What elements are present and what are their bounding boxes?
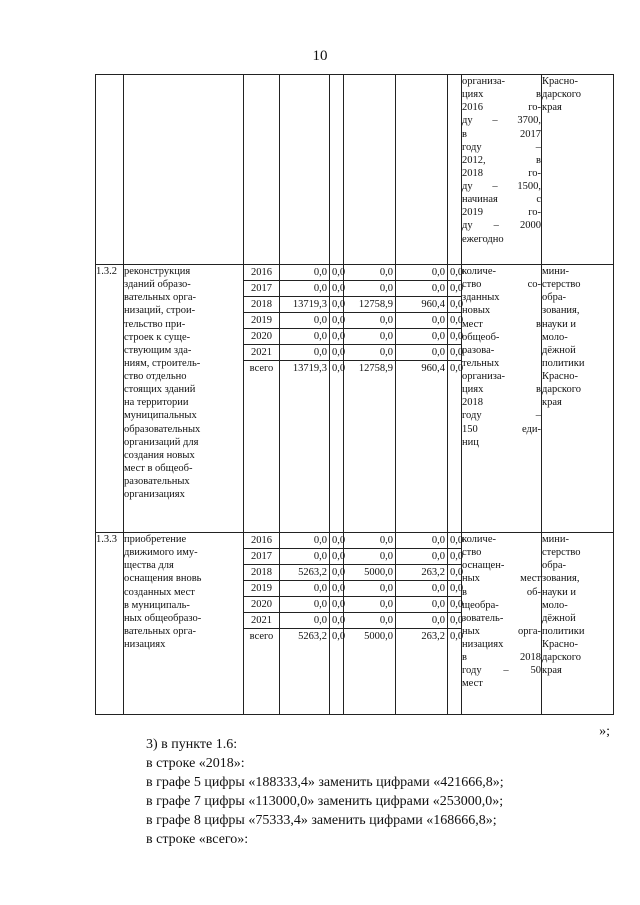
executor-line: стерство bbox=[542, 547, 581, 559]
result-cell bbox=[462, 265, 542, 533]
measure-name-line: созданных мест bbox=[124, 586, 195, 598]
result-line: ниц bbox=[462, 436, 479, 448]
federal-cell: 0,0 bbox=[330, 281, 343, 297]
measure-name-line: строек к суще- bbox=[124, 331, 191, 343]
total-cell: 13719,3 bbox=[280, 297, 329, 313]
result-line: в 2017 bbox=[462, 128, 541, 140]
measure-name-line: движимого иму- bbox=[124, 547, 198, 559]
executor-line: дарского bbox=[542, 652, 582, 664]
page-number: 10 bbox=[312, 48, 328, 64]
total-cell: 0,0 bbox=[280, 281, 329, 297]
regional-cell: 12758,9 bbox=[344, 297, 395, 313]
measure-name-line: организациях bbox=[124, 489, 185, 501]
table-row-continued bbox=[96, 75, 614, 265]
year-cell: 2018 bbox=[244, 565, 279, 581]
other-cell: 0,0 bbox=[448, 281, 461, 297]
total-cell-column bbox=[280, 533, 330, 715]
result-line: ду – 3700, bbox=[462, 115, 541, 127]
executor-line: моло- bbox=[542, 331, 568, 343]
result-line: организа- bbox=[462, 76, 506, 87]
measure-name-line: ных общеобразо- bbox=[124, 612, 202, 624]
result-line: зданных bbox=[462, 292, 500, 304]
year-cell: 2020 bbox=[244, 329, 279, 345]
local-cell: 0,0 bbox=[396, 581, 447, 597]
result-line: организа- bbox=[462, 371, 506, 382]
executor-line: Красно- bbox=[542, 76, 578, 87]
total-cell: 5263,2 bbox=[280, 565, 329, 581]
result-line: 2016 го- bbox=[462, 102, 541, 114]
measure-name-line: вательных орга- bbox=[124, 625, 196, 637]
executor-line: обра- bbox=[542, 560, 566, 572]
measure-name-line: зданий образо- bbox=[124, 279, 191, 291]
local-cell: 0,0 bbox=[396, 597, 447, 613]
year-cell: всего bbox=[249, 631, 274, 642]
executor-line: обра- bbox=[542, 292, 566, 304]
executor-line: дёжной bbox=[542, 344, 576, 356]
regional-cell: 0,0 bbox=[344, 329, 395, 345]
total-cell: 13719,3 bbox=[292, 363, 327, 374]
local-cell: 0,0 bbox=[396, 345, 447, 361]
result-line: мест bbox=[462, 678, 483, 690]
measure-name-line: реконструкция bbox=[124, 266, 191, 277]
result-line: ство со- bbox=[462, 279, 541, 291]
total-cell: 0,0 bbox=[280, 329, 329, 345]
other-cell: 0,0 bbox=[448, 313, 461, 329]
measure-name-line: щества для bbox=[124, 560, 174, 572]
measure-name-line: создания новых bbox=[124, 449, 195, 461]
closing-quote: »; bbox=[599, 724, 610, 739]
program-table bbox=[95, 74, 614, 715]
result-line: оснащен- bbox=[462, 560, 505, 572]
other-cell: 0,0 bbox=[448, 613, 461, 629]
amendment-line: в строке «2018»: bbox=[146, 756, 245, 771]
result-line: циях в bbox=[462, 384, 541, 396]
executor-cell bbox=[542, 533, 614, 715]
measure-name-line: оснащения вновь bbox=[124, 573, 202, 585]
federal-cell: 0,0 bbox=[330, 597, 343, 613]
result-line: в 2018 bbox=[462, 652, 541, 664]
result-cell bbox=[462, 533, 542, 715]
regional-cell: 0,0 bbox=[344, 581, 395, 597]
executor-line: зования, bbox=[542, 573, 580, 585]
executor-line: мини- bbox=[542, 534, 569, 545]
executor-line: моло- bbox=[542, 599, 568, 611]
local-cell: 263,2 bbox=[396, 565, 447, 581]
result-line: году – bbox=[462, 141, 541, 153]
measure-name bbox=[124, 533, 244, 715]
row-number: 1.3.2 bbox=[96, 265, 124, 533]
total-cell: 0,0 bbox=[280, 581, 329, 597]
regional-cell: 0,0 bbox=[344, 281, 395, 297]
year-cell: 2017 bbox=[244, 281, 279, 297]
regional-cell-column bbox=[344, 265, 396, 533]
federal-cell: 0,0 bbox=[330, 265, 343, 281]
year-cell: 2017 bbox=[244, 549, 279, 565]
total-cell: 0,0 bbox=[280, 533, 329, 549]
local-cell: 960,4 bbox=[396, 297, 447, 313]
result-line: циях в bbox=[462, 89, 541, 101]
other-cell: 0,0 bbox=[448, 565, 461, 581]
year-cell: 2021 bbox=[244, 613, 279, 629]
result-line: разова- bbox=[462, 344, 495, 356]
measure-name-line: ствующим зда- bbox=[124, 344, 192, 356]
local-cell: 960,4 bbox=[421, 363, 445, 374]
regional-cell: 12758,9 bbox=[358, 363, 393, 374]
year-cell: 2016 bbox=[244, 533, 279, 549]
measure-name-line: образовательных bbox=[124, 423, 201, 435]
local-cell: 0,0 bbox=[396, 549, 447, 565]
amendment-line: в графе 5 цифры «188333,4» заменить цифрами «421666,8»; bbox=[146, 775, 504, 790]
other-cell-column bbox=[448, 533, 462, 715]
executor-line: края bbox=[542, 397, 562, 409]
measure-name-line: низаций, строи- bbox=[124, 305, 196, 317]
amendments-text bbox=[146, 735, 616, 849]
federal-cell: 0,0 bbox=[330, 533, 343, 549]
measure-name-line: низациях bbox=[124, 639, 166, 650]
total-cell-column bbox=[280, 265, 330, 533]
federal-cell: 0,0 bbox=[330, 329, 343, 345]
amendment-line: в графе 7 цифры «113000,0» заменить цифрами «253000,0»; bbox=[146, 794, 504, 809]
regional-cell: 0,0 bbox=[344, 313, 395, 329]
executor-line: дёжной bbox=[542, 612, 576, 624]
amendment-line: в графе 8 цифры «75333,4» заменить цифрами «168666,8»; bbox=[146, 813, 497, 828]
amendment-line: 3) в пункте 1.6: bbox=[146, 737, 238, 752]
executor-line: стерство bbox=[542, 279, 581, 291]
total-cell: 0,0 bbox=[280, 345, 329, 361]
result-line: ство bbox=[462, 547, 482, 559]
executor-line: дарского bbox=[542, 384, 582, 396]
result-line: общеоб- bbox=[462, 331, 500, 343]
row-number: 1.3.3 bbox=[96, 533, 124, 715]
executor-line: Красно- bbox=[542, 371, 578, 382]
executor-line: края bbox=[542, 665, 562, 677]
result-line: ду – 2000 bbox=[462, 220, 541, 232]
result-line: 2012, в bbox=[462, 154, 541, 166]
total-cell: 5263,2 bbox=[298, 631, 327, 642]
regional-cell-column bbox=[344, 533, 396, 715]
year-cell: 2018 bbox=[244, 297, 279, 313]
measure-name-line: на территории bbox=[124, 397, 189, 409]
result-line: новых bbox=[462, 305, 491, 317]
executor-line: дарского bbox=[542, 89, 582, 101]
regional-cell: 0,0 bbox=[344, 597, 395, 613]
executor-line: края bbox=[542, 102, 562, 114]
measure-name-line: тельство при- bbox=[124, 318, 186, 330]
local-cell: 0,0 bbox=[396, 265, 447, 281]
executor-cell bbox=[542, 265, 614, 533]
result-line: ных орга- bbox=[462, 625, 541, 637]
federal-cell: 0,0 bbox=[330, 581, 343, 597]
federal-cell: 0,0 bbox=[330, 613, 343, 629]
total-cell: 0,0 bbox=[280, 265, 329, 281]
federal-cell: 0,0 bbox=[330, 297, 343, 313]
result-line: мест в bbox=[462, 318, 541, 330]
local-cell-column bbox=[396, 265, 448, 533]
other-cell: 0,0 bbox=[448, 597, 461, 613]
result-line: 2018 bbox=[462, 397, 483, 409]
regional-cell: 5000,0 bbox=[344, 565, 395, 581]
year-cell: 2020 bbox=[244, 597, 279, 613]
result-line: ду – 1500, bbox=[462, 181, 541, 192]
result-line: зователь- bbox=[462, 612, 504, 624]
executor-line: Красно- bbox=[542, 639, 578, 650]
year-cell-column bbox=[244, 533, 280, 715]
result-line: низациях bbox=[462, 639, 504, 650]
result-line: 150 еди- bbox=[462, 423, 541, 435]
amendment-line: в строке «всего»: bbox=[146, 832, 249, 847]
result-line: ных мест bbox=[462, 573, 541, 585]
other-cell-column bbox=[448, 265, 462, 533]
total-cell: 0,0 bbox=[280, 613, 329, 629]
executor-line: политики bbox=[542, 357, 585, 369]
local-cell: 0,0 bbox=[396, 313, 447, 329]
executor-line: мини- bbox=[542, 266, 569, 277]
local-cell: 0,0 bbox=[396, 281, 447, 297]
measure-name-line: разовательных bbox=[124, 476, 190, 487]
result-line: году – bbox=[462, 410, 541, 422]
measure-name-line: стоящих зданий bbox=[124, 384, 196, 396]
measure-name bbox=[124, 265, 244, 533]
federal-cell: 0,0 bbox=[330, 565, 343, 581]
other-cell: 0,0 bbox=[448, 345, 461, 361]
result-line: количе- bbox=[462, 266, 496, 277]
result-line: в об- bbox=[462, 586, 541, 598]
result-line: тельных bbox=[462, 357, 500, 369]
other-cell: 0,0 bbox=[450, 363, 464, 374]
local-cell: 0,0 bbox=[396, 613, 447, 629]
local-cell-column bbox=[396, 533, 448, 715]
measure-name-line: в муниципаль- bbox=[124, 599, 190, 611]
total-cell: 0,0 bbox=[280, 597, 329, 613]
result-line: ежегодно bbox=[462, 233, 504, 245]
measure-name-line: муниципальных bbox=[124, 410, 197, 422]
other-cell: 0,0 bbox=[448, 549, 461, 565]
year-cell: всего bbox=[249, 363, 274, 374]
executor-line: политики bbox=[542, 625, 585, 637]
measure-name-line: ниям, строитель- bbox=[124, 357, 201, 369]
other-cell: 0,0 bbox=[448, 297, 461, 313]
other-cell: 0,0 bbox=[448, 533, 461, 549]
year-cell: 2019 bbox=[244, 313, 279, 329]
year-cell: 2021 bbox=[244, 345, 279, 361]
table-row-1-3-3 bbox=[96, 533, 614, 715]
executor-line: науки и bbox=[542, 586, 576, 598]
other-cell: 0,0 bbox=[448, 265, 461, 281]
total-cell: 0,0 bbox=[280, 549, 329, 565]
other-cell: 0,0 bbox=[448, 329, 461, 345]
result-line: 2018 го- bbox=[462, 167, 541, 179]
measure-name-line: ство отдельно bbox=[124, 371, 187, 382]
local-cell: 0,0 bbox=[396, 533, 447, 549]
regional-cell: 0,0 bbox=[344, 533, 395, 549]
result-line: щеобра- bbox=[462, 599, 499, 611]
regional-cell: 0,0 bbox=[344, 345, 395, 361]
other-cell: 0,0 bbox=[448, 581, 461, 597]
result-line: 2019 го- bbox=[462, 207, 541, 219]
table-row-1-3-2 bbox=[96, 265, 614, 533]
federal-cell: 0,0 bbox=[330, 345, 343, 361]
federal-cell-column bbox=[330, 533, 344, 715]
result-cell bbox=[462, 75, 542, 265]
measure-name-line: организаций для bbox=[124, 436, 199, 448]
federal-cell: 0,0 bbox=[332, 631, 346, 642]
regional-cell: 5000,0 bbox=[364, 631, 393, 642]
result-line: начиная с bbox=[462, 194, 541, 206]
measure-name-line: мест в общеоб- bbox=[124, 462, 193, 474]
year-cell-column bbox=[244, 265, 280, 533]
federal-cell: 0,0 bbox=[330, 549, 343, 565]
result-line: количе- bbox=[462, 534, 496, 545]
local-cell: 263,2 bbox=[421, 631, 445, 642]
federal-cell-column bbox=[330, 265, 344, 533]
year-cell: 2019 bbox=[244, 581, 279, 597]
other-cell: 0,0 bbox=[450, 631, 464, 642]
measure-name-line: приобретение bbox=[124, 534, 187, 545]
federal-cell: 0,0 bbox=[330, 313, 343, 329]
regional-cell: 0,0 bbox=[344, 549, 395, 565]
federal-cell: 0,0 bbox=[332, 363, 346, 374]
executor-cell bbox=[542, 75, 614, 265]
measure-name-line: вательных орга- bbox=[124, 292, 196, 304]
result-line: году – 50 bbox=[462, 665, 541, 677]
executor-line: науки и bbox=[542, 318, 576, 330]
total-cell: 0,0 bbox=[280, 313, 329, 329]
year-cell: 2016 bbox=[244, 265, 279, 281]
executor-line: зования, bbox=[542, 305, 580, 317]
local-cell: 0,0 bbox=[396, 329, 447, 345]
regional-cell: 0,0 bbox=[344, 613, 395, 629]
regional-cell: 0,0 bbox=[344, 265, 395, 281]
